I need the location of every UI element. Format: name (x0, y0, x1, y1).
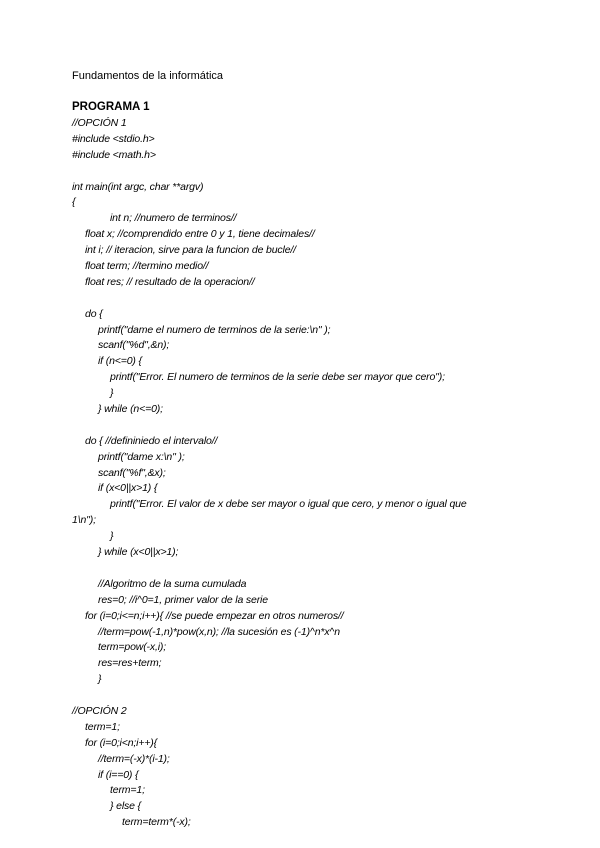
code-line: //OPCIÓN 1 (72, 117, 127, 129)
code-line: term=term*(-x); (122, 816, 191, 829)
code-line: { (72, 196, 76, 209)
code-line: printf("dame x:\n" ); (98, 450, 185, 463)
program-heading: PROGRAMA 1 (72, 101, 150, 113)
code-line: } (110, 387, 114, 400)
code-line (72, 418, 532, 434)
code-line (72, 164, 532, 180)
code-line: term=pow(-x,i); (98, 641, 167, 654)
code-line: int main(int argc, char **argv) (72, 180, 204, 193)
code-line: scanf("%d",&n); (98, 339, 170, 352)
code-line: //term=pow(-1,n)*pow(x,n); //la sucesión es (-1)^n*x^n (98, 625, 340, 638)
code-line: float res; // resultado de la operacion// (85, 275, 255, 288)
code-line: do { //defininiedo el intervalo// (85, 434, 218, 447)
code-line: } (110, 530, 114, 543)
code-line: if (i==0) { (98, 768, 139, 781)
code-line: do { (85, 307, 103, 320)
code-line: for (i=0;i<n;i++){ (85, 736, 158, 749)
code-line (72, 561, 532, 577)
code-line: //OPCIÓN 2 (72, 704, 127, 717)
code-line (72, 688, 532, 704)
code-line: res=res+term; (98, 657, 162, 670)
code-line: term=1; (110, 784, 145, 797)
code-line: } while (x<0||x>1); (98, 546, 179, 559)
code-line: float term; //termino medio// (85, 260, 209, 273)
code-line: scanf("%f",&x); (98, 466, 166, 479)
code-line: res=0; //i^0=1, primer valor de la serie (98, 593, 268, 606)
code-line: int n; //numero de terminos// (110, 212, 237, 225)
code-line: printf("Error. El numero de terminos de la serie debe ser mayor que cero"); (110, 371, 445, 384)
code-line: #include <math.h> (72, 148, 156, 161)
code-line: printf("Error. El valor de x debe ser mayor o igual que cero, y menor o igual que (110, 498, 467, 511)
code-line: float x; //comprendido entre 0 y 1, tiene decimales// (85, 228, 315, 241)
code-line (72, 291, 532, 307)
code-line: } else { (110, 800, 141, 813)
code-line: if (x<0||x>1) { (98, 482, 158, 495)
code-block (72, 116, 532, 831)
code-line: term=1; (85, 720, 120, 733)
code-line: 1\n"); (72, 514, 96, 527)
code-line: int i; // iteracion, sirve para la funcion de bucle// (85, 244, 296, 257)
code-line: //term=(-x)*(i-1); (98, 752, 170, 765)
code-line: } (98, 673, 102, 686)
document-title: Fundamentos de la informática (72, 70, 224, 82)
code-line: } while (n<=0); (98, 403, 163, 416)
code-line: for (i=0;i<=n;i++){ //se puede empezar en otros numeros// (85, 609, 344, 622)
code-line: //Algoritmo de la suma cumulada (98, 577, 247, 590)
code-line: #include <stdio.h> (72, 132, 155, 145)
code-line: printf("dame el numero de terminos de la serie:\n" ); (98, 323, 331, 336)
code-line: if (n<=0) { (98, 355, 142, 368)
